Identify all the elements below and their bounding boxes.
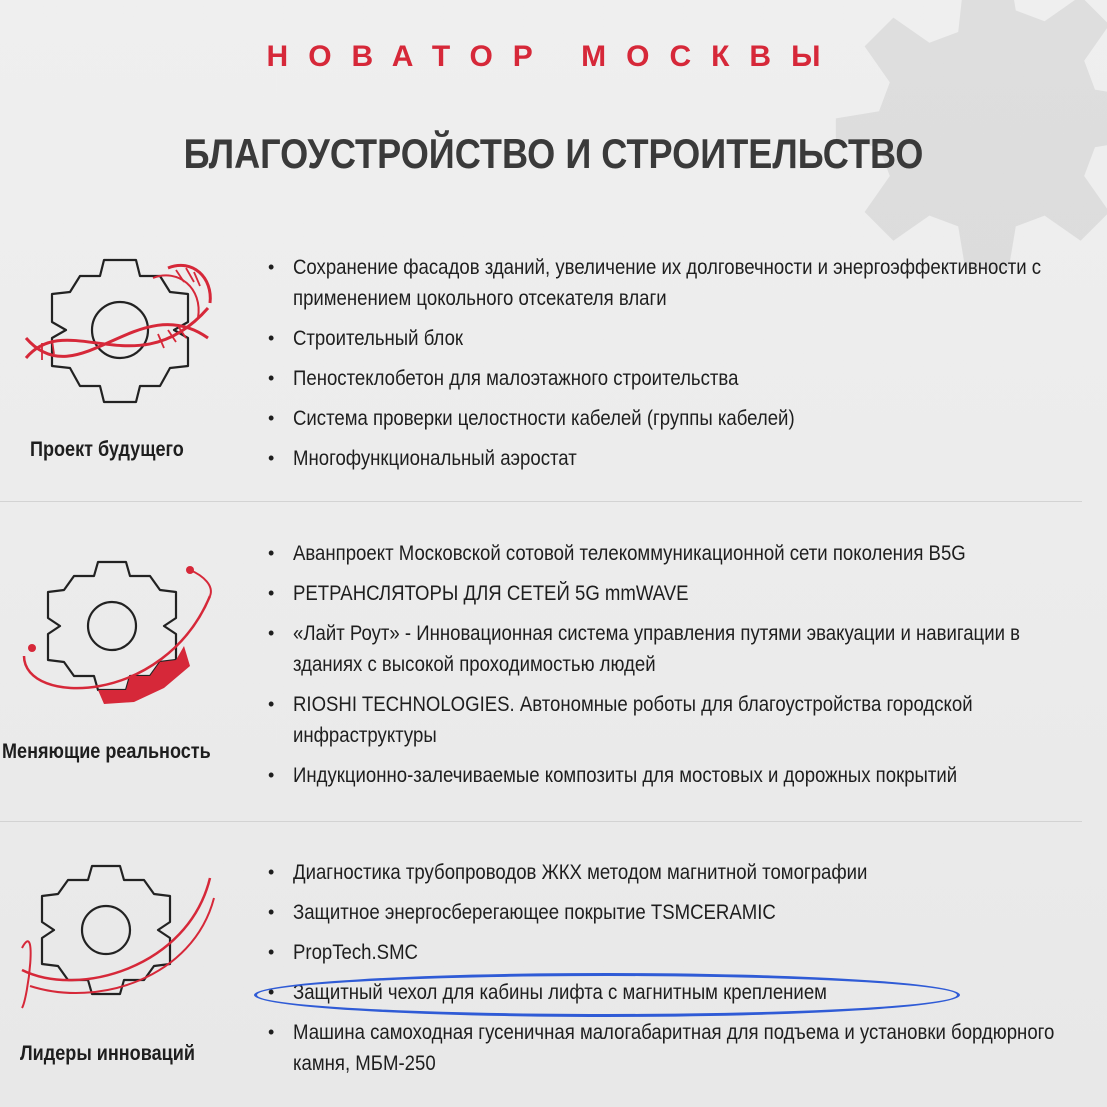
gear-swoosh-icon xyxy=(18,858,218,1018)
list-item: • «Лайт Роут» - Инновационная система управления путями эвакуации и навигации в зданиях с высокой проходимостью людей xyxy=(268,618,1078,680)
list-item: • Защитное энергосберегающее покрытие TSMCERAMIC xyxy=(268,897,1078,928)
category-label-changing-reality: Меняющие реальность xyxy=(2,740,211,763)
list-item: • Пеностеклобетон для малоэтажного строительства xyxy=(268,363,1078,394)
list-item: • Система проверки целостности кабелей (группы кабелей) xyxy=(268,403,1078,434)
list-item-highlighted: • Защитный чехол для кабины лифта с магнитным креплением xyxy=(268,977,1078,1008)
list-item: • Диагностика трубопроводов ЖКХ методом магнитной томографии xyxy=(268,857,1078,888)
section-divider xyxy=(0,821,1082,822)
section-divider xyxy=(0,501,1082,502)
list-item: • Индукционно-залечиваемые композиты для мостовых и дорожных покрытий xyxy=(268,760,1078,791)
list-item: • РЕТРАНСЛЯТОРЫ ДЛЯ СЕТЕЙ 5G mmWAVE xyxy=(268,578,1078,609)
gear-orbit-icon xyxy=(14,556,224,716)
category-label-innovation-leaders: Лидеры инноваций xyxy=(20,1042,195,1065)
section-reality-list xyxy=(268,538,1078,800)
gear-dna-icon xyxy=(18,248,218,418)
list-item: • Машина самоходная гусеничная малогабаритная для подъема и установки бордюрного камня, МБМ-250 xyxy=(268,1017,1078,1079)
list-item: • Строительный блок xyxy=(268,323,1078,354)
section-future-list xyxy=(268,252,1078,483)
list-item: • Многофункциональный аэростат xyxy=(268,443,1078,474)
page-title: БЛАГОУСТРОЙСТВО И СТРОИТЕЛЬСТВО xyxy=(183,130,924,177)
category-label-project-future: Проект будущего xyxy=(30,438,184,461)
brand-title: НОВАТОР МОСКВЫ xyxy=(266,40,841,73)
list-item: • Аванпроект Московской сотовой телекоммуникационной сети поколения B5G xyxy=(268,538,1078,569)
list-item: • RIOSHI TECHNOLOGIES. Автономные роботы для благоустройства городской инфраструктуры xyxy=(268,689,1078,751)
highlight-ellipse xyxy=(254,973,960,1017)
list-item: • PropTech.SMC xyxy=(268,937,1078,968)
list-item: • Сохранение фасадов зданий, увеличение их долговечности и энергоэффективности с применением цокольного отсекателя влаги xyxy=(268,252,1078,314)
